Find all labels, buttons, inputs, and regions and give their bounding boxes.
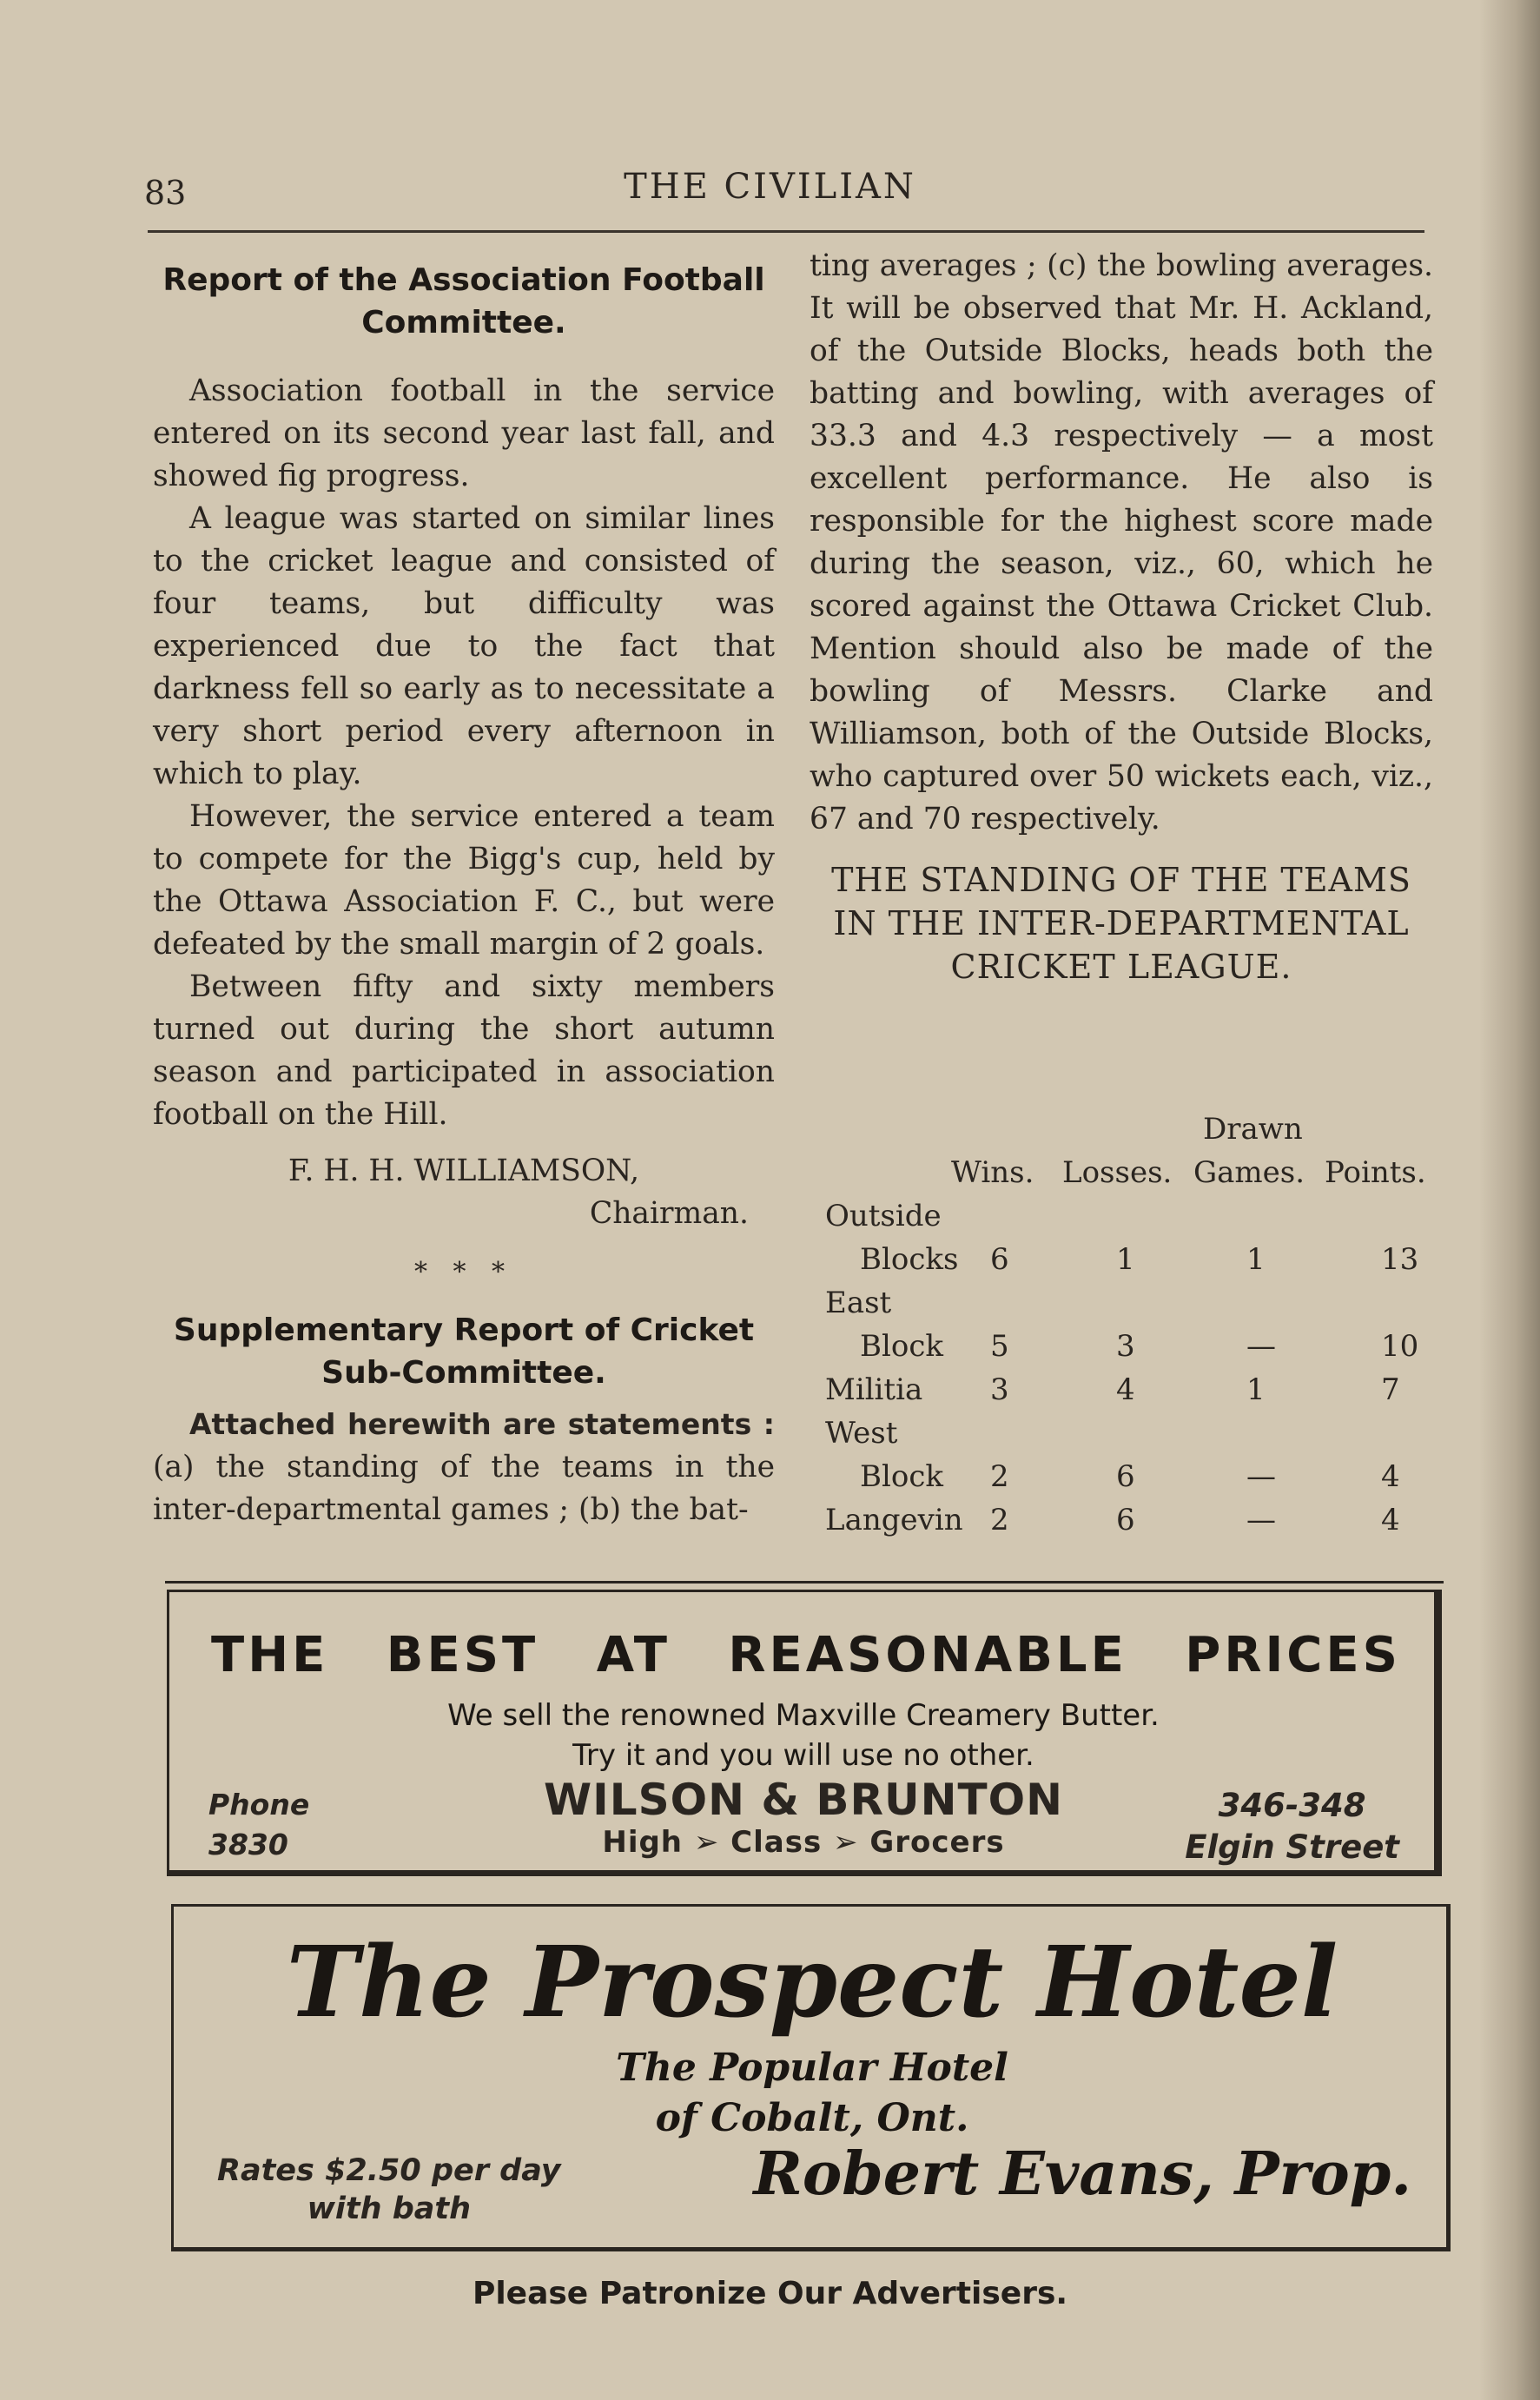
- team-name: Block: [860, 1329, 943, 1364]
- hotel-subtitle-2: of Cobalt, Ont.: [655, 2096, 969, 2140]
- points-cell: 13: [1381, 1242, 1419, 1277]
- wins-cell: 5: [990, 1329, 1009, 1364]
- football-paragraph-2: A league was started on similar lines to the cricket league and consisted of four teams, but difficulty was experienced due to the fact that darkness fell so early as to necessitate a very short period every afternoon in which to play.: [153, 501, 775, 791]
- losses-cell: 4: [1116, 1372, 1135, 1407]
- signature-name: F. H. H. WILLIAMSON,: [288, 1154, 640, 1188]
- drawn-cell: —: [1246, 1503, 1276, 1537]
- team-name: Militia: [825, 1372, 923, 1407]
- hotel-advertisement: [171, 1904, 1451, 2251]
- publication-title: THE CIVILIAN: [624, 167, 916, 207]
- hotel-subtitle-1: The Popular Hotel: [616, 2046, 1008, 2090]
- hotel-rates: [217, 2152, 561, 2228]
- headline-word: REASONABLE: [728, 1627, 1127, 1683]
- header-drawn: Drawn: [1203, 1112, 1303, 1147]
- grocers-advertisement: [167, 1590, 1442, 1876]
- football-paragraph-4: Between fifty and sixty members turned out during the short autumn season and participated in association football on the Hill.: [153, 969, 775, 1132]
- phone-number: 3830: [208, 1828, 288, 1861]
- hotel-proprietor: Robert Evans, Prop.: [753, 2139, 1411, 2209]
- points-cell: 7: [1381, 1372, 1400, 1407]
- table-row: [825, 1372, 1433, 1416]
- points-cell: 4: [1381, 1503, 1400, 1537]
- table-header-top: [825, 1112, 1433, 1155]
- losses-cell: 6: [1116, 1459, 1135, 1494]
- team-name-line1: Outside: [825, 1199, 942, 1233]
- team-name: Blocks: [860, 1242, 959, 1277]
- header-wins: Wins.: [951, 1155, 1034, 1190]
- left-column: [153, 259, 775, 1531]
- hotel-title: The Prospect Hotel: [286, 1926, 1338, 2040]
- table-row: [825, 1459, 1433, 1503]
- football-report-heading: Report of the Association Football Committee.: [162, 262, 765, 340]
- wins-cell: 6: [990, 1242, 1009, 1277]
- drawn-cell: —: [1246, 1459, 1276, 1494]
- losses-cell: 1: [1116, 1242, 1135, 1277]
- cricket-continuation: ting averages ; (c) the bowling averages. It will be observed that Mr. H. Ackland, of the Outside Blocks, heads both the batting and bowling, with averages of 33.3 and 4.3 respectively — a most excellent performance. He also is responsible for the highest score made during the season, viz., 60, which he scored against the Ottawa Cricket Club. Mention should also be made of the bowling of Messrs. Clarke and Williamson, both of the Outside Blocks, who captured over 50 wickets each, viz., 67 and 70 respectively.: [810, 248, 1433, 836]
- wins-cell: 2: [990, 1503, 1009, 1537]
- headline-word: PRICES: [1185, 1627, 1401, 1683]
- headline-word: BEST: [386, 1627, 539, 1683]
- table-row: [825, 1242, 1433, 1286]
- rates-line-1: Rates $2.50 per day: [217, 2153, 561, 2188]
- team-name-line1: West: [825, 1416, 898, 1451]
- drawn-cell: —: [1246, 1329, 1276, 1364]
- table-body: [825, 1199, 1433, 1546]
- table-row: [825, 1503, 1433, 1546]
- signature-title: Chairman.: [589, 1196, 749, 1231]
- standings-table: [825, 1112, 1433, 1546]
- football-paragraph-3: However, the service entered a team to compete for the Bigg's cup, held by the Ottawa Association F. C., but were defeated by the small margin of 2 goals.: [153, 799, 775, 962]
- cricket-intro: [153, 1403, 775, 1531]
- header-divider: [148, 230, 1424, 233]
- ad-line-2: Try it and you will use no other.: [572, 1738, 1034, 1773]
- standings-title: THE STANDING OF THE TEAMS IN THE INTER-DEPARTMENTAL CRICKET LEAGUE.: [831, 861, 1411, 986]
- losses-cell: 3: [1116, 1329, 1135, 1364]
- points-cell: 10: [1381, 1329, 1419, 1364]
- team-name: Langevin: [825, 1503, 963, 1537]
- headline-word: AT: [596, 1627, 671, 1683]
- wins-cell: 3: [990, 1372, 1009, 1407]
- ad-line-1: We sell the renowned Maxville Creamery Butter.: [447, 1698, 1160, 1733]
- header-points: Points.: [1325, 1155, 1426, 1190]
- page-number: 83: [144, 174, 187, 212]
- cricket-intro-bold: Attached herewith are statements :: [189, 1407, 775, 1441]
- ad-top-rule: [165, 1581, 1444, 1583]
- team-name-line1: East: [825, 1286, 892, 1320]
- losses-cell: 6: [1116, 1503, 1135, 1537]
- football-paragraph-1: Association football in the service entered on its second year last fall, and showed fig progress.: [153, 374, 775, 493]
- table-row-label: [825, 1416, 1433, 1459]
- cricket-intro-text: (a) the standing of the teams in the inter-departmental games ; (b) the bat-: [153, 1450, 775, 1527]
- header-games: Games.: [1193, 1155, 1305, 1190]
- wins-cell: 2: [990, 1459, 1009, 1494]
- phone-label: Phone: [208, 1788, 310, 1821]
- brand-name: WILSON & BRUNTON: [544, 1775, 1063, 1825]
- cricket-report-heading: Supplementary Report of Cricket Sub-Committee.: [173, 1312, 755, 1391]
- table-row: [825, 1329, 1433, 1372]
- headline-word: THE: [211, 1627, 329, 1683]
- section-separator: * * *: [413, 1257, 514, 1287]
- brand-tagline: High ➢ Class ➢ Grocers: [602, 1825, 1005, 1860]
- points-cell: 4: [1381, 1459, 1400, 1494]
- address-number: 346-348: [1218, 1787, 1366, 1824]
- table-row-label: [825, 1199, 1433, 1242]
- rates-line-2: with bath: [307, 2192, 472, 2226]
- ad-headline: [211, 1627, 1401, 1683]
- drawn-cell: 1: [1246, 1242, 1266, 1277]
- table-header: [825, 1155, 1433, 1199]
- address-street: Elgin Street: [1185, 1828, 1399, 1866]
- page-edge-shadow: [1479, 0, 1540, 2400]
- right-column: [810, 245, 1433, 988]
- footer-text: Please Patronize Our Advertisers.: [472, 2276, 1068, 2311]
- team-name: Block: [860, 1459, 943, 1494]
- drawn-cell: 1: [1246, 1372, 1266, 1407]
- ad-address: [1185, 1785, 1399, 1868]
- header-losses: Losses.: [1062, 1155, 1173, 1190]
- table-row-label: [825, 1286, 1433, 1329]
